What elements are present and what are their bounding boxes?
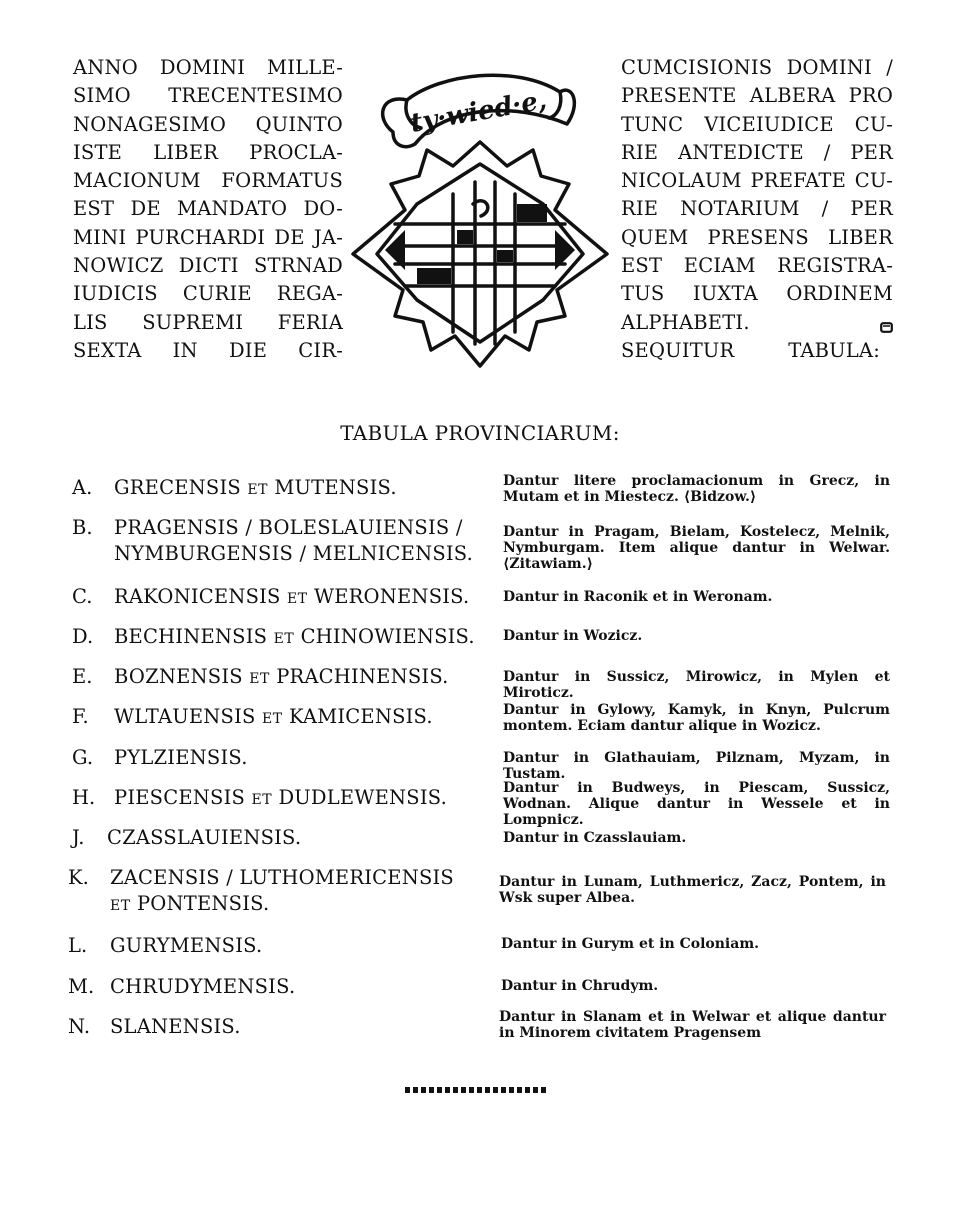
- intro-right-column: [621, 54, 893, 365]
- conjunction: ET: [247, 482, 268, 498]
- conjunction: ET: [273, 631, 295, 647]
- row-letter: A.: [72, 476, 93, 499]
- province-name: CHINOWIENSIS.: [300, 625, 475, 648]
- table-title: TABULA PROVINCIARUM:: [340, 421, 620, 445]
- province-name: GRECENSIS: [114, 476, 241, 499]
- row-letter: F.: [72, 705, 89, 728]
- province-name: PRAGENSIS / BOLESLAUIENSIS /: [114, 516, 463, 539]
- province-name: PYLZIENSIS.: [114, 746, 248, 769]
- row-letter: H.: [72, 786, 96, 809]
- conjunction: ET: [249, 671, 270, 687]
- province-name: KAMICENSIS.: [288, 705, 433, 728]
- row-letter: G.: [72, 746, 94, 769]
- row-letter: K.: [68, 866, 89, 889]
- province-name: ZACENSIS / LUTHOMERICENSIS: [110, 866, 454, 889]
- section-mark-icon: [880, 313, 893, 341]
- conjunction: ET: [110, 898, 131, 914]
- row-letter: M.: [68, 975, 95, 998]
- row-description: Dantur in Slanam et in Welwar et alique dantur in Minorem civitatem Pragensem: [499, 1009, 886, 1041]
- conjunction: ET: [261, 711, 283, 727]
- row-names: [114, 475, 494, 503]
- province-name: NYMBURGENSIS / MELNICENSIS.: [114, 542, 474, 565]
- row-description: Dantur in Gylowy, Kamyk, in Knyn, Pulcrum montem. Eciam dantur alique in Wozicz.: [503, 702, 890, 734]
- intro-line: EST ECIAM REGISTRA-: [621, 254, 893, 278]
- conjunction: ET: [251, 792, 273, 808]
- intro-line-text: ALPHABETI.: [621, 310, 750, 334]
- intro-line: TUS IUXTA ORDINEM: [621, 282, 893, 306]
- province-name: BECHINENSIS: [114, 625, 268, 648]
- intro-line: EST DE MANDATO DO-: [73, 197, 343, 221]
- province-name: DUDLEWENSIS.: [278, 786, 447, 809]
- province-name: WLTAUENSIS: [114, 705, 256, 728]
- row-letter: B.: [72, 516, 93, 539]
- row-description: Dantur in Budweys, in Piescam, Sussicz, Wodnan. Alique dantur in Wessele et in Lompnicz.: [503, 780, 890, 828]
- row-letter: L.: [68, 934, 88, 957]
- intro-line: TUNC VICEIUDICE CU-: [621, 112, 893, 136]
- conjunction: ET: [287, 591, 308, 607]
- province-name: CZASSLAUIENSIS.: [107, 826, 302, 849]
- province-name: MUTENSIS.: [274, 476, 397, 499]
- row-description: Dantur in Wozicz.: [503, 628, 643, 644]
- row-names: [114, 704, 494, 732]
- intro-line: RIE NOTARIUM / PER: [621, 197, 893, 221]
- province-name: BOZNENSIS: [114, 665, 243, 688]
- row-letter: E.: [72, 665, 93, 688]
- intro-line: PRESENTE ALBERA PRO: [621, 84, 893, 108]
- intro-line: NOWICZ DICTI STRNAD: [73, 254, 343, 278]
- row-description: Dantur in Lunam, Luthmericz, Zacz, Pontem, in Wsk super Albea.: [499, 874, 886, 906]
- row-names: [114, 515, 494, 567]
- row-names: [114, 785, 494, 813]
- intro-line: RIE ANTEDICTE / PER: [621, 140, 893, 164]
- row-letter: J.: [72, 826, 85, 849]
- intro-line: MACIONUM FORMATUS: [73, 169, 343, 193]
- intro-line: NICOLAUM PREFATE CU-: [621, 169, 893, 193]
- province-name: SLANENSIS.: [110, 1015, 241, 1038]
- row-names: [110, 974, 490, 1000]
- intro-line: [621, 309, 893, 337]
- intro-line: IUDICIS CURIE REGA-: [73, 282, 343, 306]
- intro-line: NONAGESIMO QUINTO: [73, 112, 343, 136]
- row-names: [110, 865, 490, 919]
- row-names: [114, 584, 494, 612]
- intro-line: SIMO TRECENTESIMO: [73, 84, 343, 108]
- province-name: GURYMENSIS.: [110, 934, 263, 957]
- province-name: CHRUDYMENSIS.: [110, 975, 296, 998]
- intro-line: ISTE LIBER PROCLA-: [73, 140, 343, 164]
- row-names: [110, 1014, 490, 1040]
- row-names: [114, 624, 494, 652]
- province-name: RAKONICENSIS: [114, 585, 281, 608]
- row-names: [114, 745, 494, 771]
- row-names: [110, 933, 490, 959]
- intro-line: SEXTA IN DIE CIR-: [73, 338, 343, 362]
- emblem-banner-text: ty·wied·e,: [408, 85, 550, 139]
- province-name: PONTENSIS.: [136, 892, 270, 915]
- intro-line: MINI PURCHARDI DE JA-: [73, 225, 343, 249]
- intro-line: CUMCISIONIS DOMINI /: [621, 56, 893, 79]
- intro-line: QUEM PRESENS LIBER: [621, 225, 893, 249]
- province-name: WERONENSIS.: [313, 585, 470, 608]
- intro-line: ANNO DOMINI MILLE-: [73, 56, 343, 79]
- row-description: Dantur in Sussicz, Mirowicz, in Mylen et Miroticz.: [503, 669, 890, 701]
- row-letter: C.: [72, 585, 93, 608]
- province-name: PRACHINENSIS.: [276, 665, 449, 688]
- row-description: Dantur in Raconik et in Weronam.: [503, 589, 773, 605]
- coat-of-arms-emblem: [345, 54, 615, 374]
- row-description: Dantur in Pragam, Bielam, Kostelecz, Melnik, Nymburgam. Item alique dantur in Welwar. ⟨Zitawiam.⟩: [503, 524, 890, 572]
- row-names: [114, 664, 494, 692]
- row-description: Dantur in Chrudym.: [501, 978, 659, 994]
- row-letter: D.: [72, 625, 94, 648]
- row-letter: N.: [68, 1015, 91, 1038]
- closing-ornament: [405, 1086, 551, 1094]
- row-description: Dantur in Glathauiam, Pilznam, Myzam, in Tustam.: [503, 750, 890, 782]
- row-description: Dantur litere proclamacionum in Grecz, in Mutam et in Miestecz. ⟨Bidzow.⟩: [503, 473, 890, 505]
- intro-line: SEQUITUR TABULA:: [621, 338, 880, 362]
- row-names: [107, 825, 487, 851]
- row-description: Dantur in Gurym et in Coloniam.: [501, 936, 760, 952]
- intro-line: LIS SUPREMI FERIA: [73, 310, 343, 334]
- province-name: PIESCENSIS: [114, 786, 246, 809]
- row-description: Dantur in Czasslauiam.: [503, 830, 687, 846]
- intro-left-column: [73, 54, 343, 365]
